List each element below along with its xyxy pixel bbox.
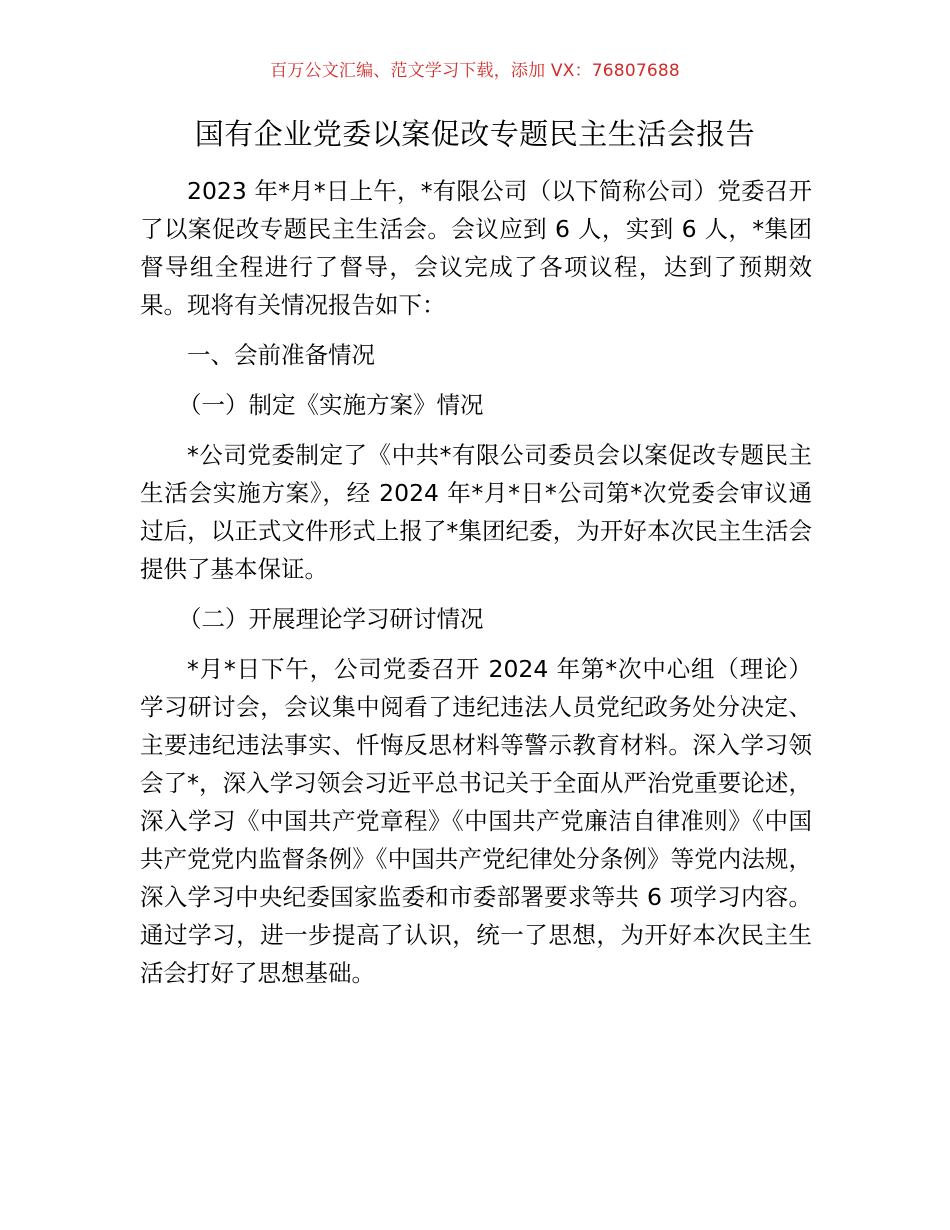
subsection-paragraph-2: *月*日下午，公司党委召开 2024 年第*次中心组（理论）学习研讨会，会议集中阅看了违纪违法人员党纪政务处分决定、主要违纪违法事实、忏悔反思材料等警示教育材料。深入学习领会了*，深入学习领会习近平总书记关于全面从严治党重要论述，深入学习《中国共产党章程》《中国共产党廉洁自律准则》《中国共产党党内监督条例》《中国共产党纪律处分条例》等党内法规，深入学习中央纪委国家监委和市委部署要求等共 6 项学习内容。通过学习，进一步提高了认识，统一了思想，为开好本次民主生活会打好了思想基础。 bbox=[140, 655, 812, 987]
intro-paragraph: 2023 年*月*日上午，*有限公司（以下简称公司）党委召开了以案促改专题民主生活会。会议应到 6 人，实到 6 人，*集团督导组全程进行了督导，会议完成了各项议程，达到了预期效果。现将有关情况报告如下： bbox=[140, 177, 812, 319]
subsection-heading-2: （二）开展理论学习研讨情况 bbox=[178, 605, 484, 633]
section-heading-1: 一、会前准备情况 bbox=[187, 341, 375, 369]
document-body bbox=[140, 172, 812, 1004]
subsection-paragraph-1: *公司党委制定了《中共*有限公司委员会以案促改专题民主生活会实施方案》，经 2024 年*月*日*公司第*次党委会审议通过后，以正式文件形式上报了*集团纪委，为开好本次民主生活会提供了基本保证。 bbox=[140, 441, 812, 583]
watermark-text: 百万公文汇编、范文学习下载，添加 VX：76807688 bbox=[270, 61, 680, 81]
document-title: 国有企业党委以案促改专题民主生活会报告 bbox=[194, 117, 756, 151]
subsection-heading-1: （一）制定《实施方案》情况 bbox=[178, 391, 484, 419]
